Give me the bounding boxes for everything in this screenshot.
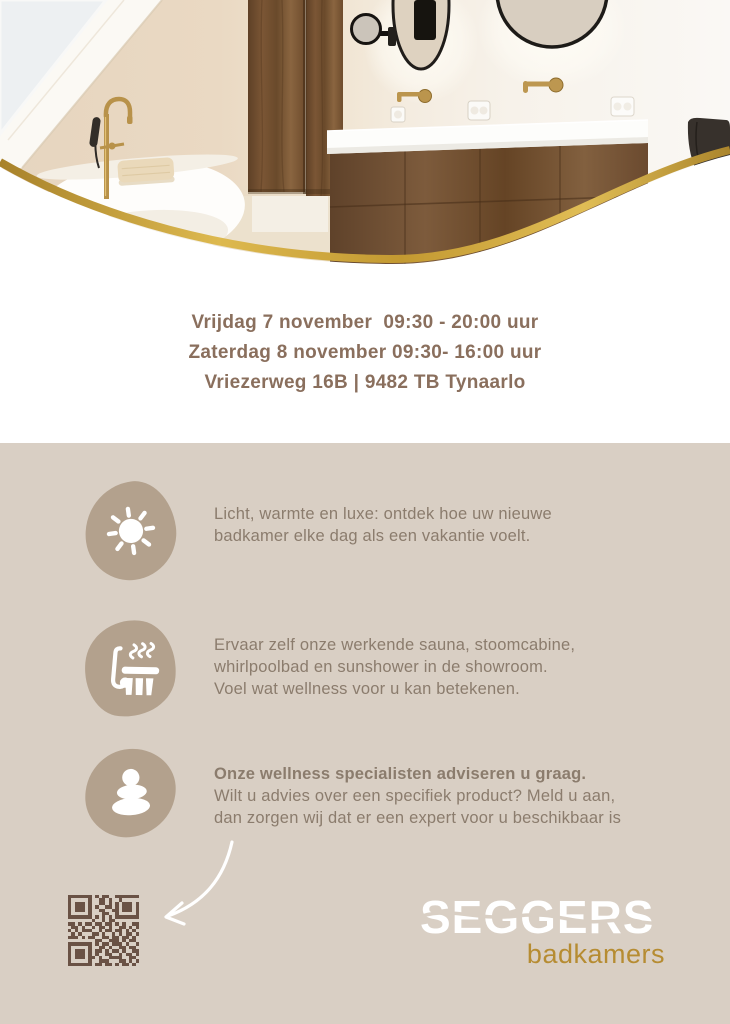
tall-wooden-cabinets [248, 0, 343, 196]
feature-line-bold: Onze wellness specialisten adviseren u graag. [214, 765, 587, 783]
schedule-line-address: Vriezerweg 16B | 9482 TB Tynaarlo [204, 372, 526, 393]
brand-slash-decoration [420, 891, 665, 943]
feature-blob-specialists [82, 746, 179, 840]
brand-tagline: badkamers [526, 939, 665, 969]
schedule-line-friday: Vrijdag 7 november 09:30 - 20:00 uur [191, 312, 539, 333]
qr-code[interactable] [68, 895, 139, 966]
power-socket [611, 97, 634, 116]
feature-line: Licht, warmte en luxe: ontdek hoe uw nieuwe [214, 505, 552, 523]
feature-line: Voel wat wellness voor u kan betekenen. [214, 680, 520, 698]
logo [420, 891, 665, 969]
curved-arrow [140, 833, 250, 933]
mirror-lamp [414, 0, 436, 40]
feature-line: whirlpoolbad en sunshower in de showroom. [214, 658, 548, 676]
feature-line: dan zorgen wij dat er een expert voor u beschikbaar is [214, 809, 622, 827]
spa-stones-icon [100, 762, 162, 824]
bathroom-photo-illustration [0, 0, 730, 300]
sauna-bucket [121, 666, 159, 695]
feature-line: Ervaar zelf onze werkende sauna, stoomcabine, [214, 636, 576, 654]
feature-text-light [214, 503, 552, 547]
power-socket [391, 107, 405, 122]
feature-blob-light [79, 476, 183, 586]
feature-text-specialists [214, 763, 621, 829]
feature-line: badkamer elke dag als een vakantie voelt. [214, 527, 531, 545]
brand-wordmark: SEGGERS [420, 891, 655, 943]
sauna-icon [98, 635, 163, 702]
cabinet-pedestal [252, 196, 328, 232]
schedule-line-saturday: Zaterdag 8 november 09:30- 16:00 uur [188, 342, 542, 363]
hero-photo [0, 0, 730, 300]
schedule-block [0, 308, 730, 398]
feature-line: Wilt u advies over een specifiek product? Meld u aan, [214, 787, 616, 805]
power-socket [468, 101, 490, 120]
feature-blob-sauna [81, 616, 180, 721]
bath-towel [117, 157, 175, 186]
feature-text-sauna [214, 634, 575, 700]
sun-icon [98, 498, 164, 564]
info-section [0, 443, 730, 1024]
